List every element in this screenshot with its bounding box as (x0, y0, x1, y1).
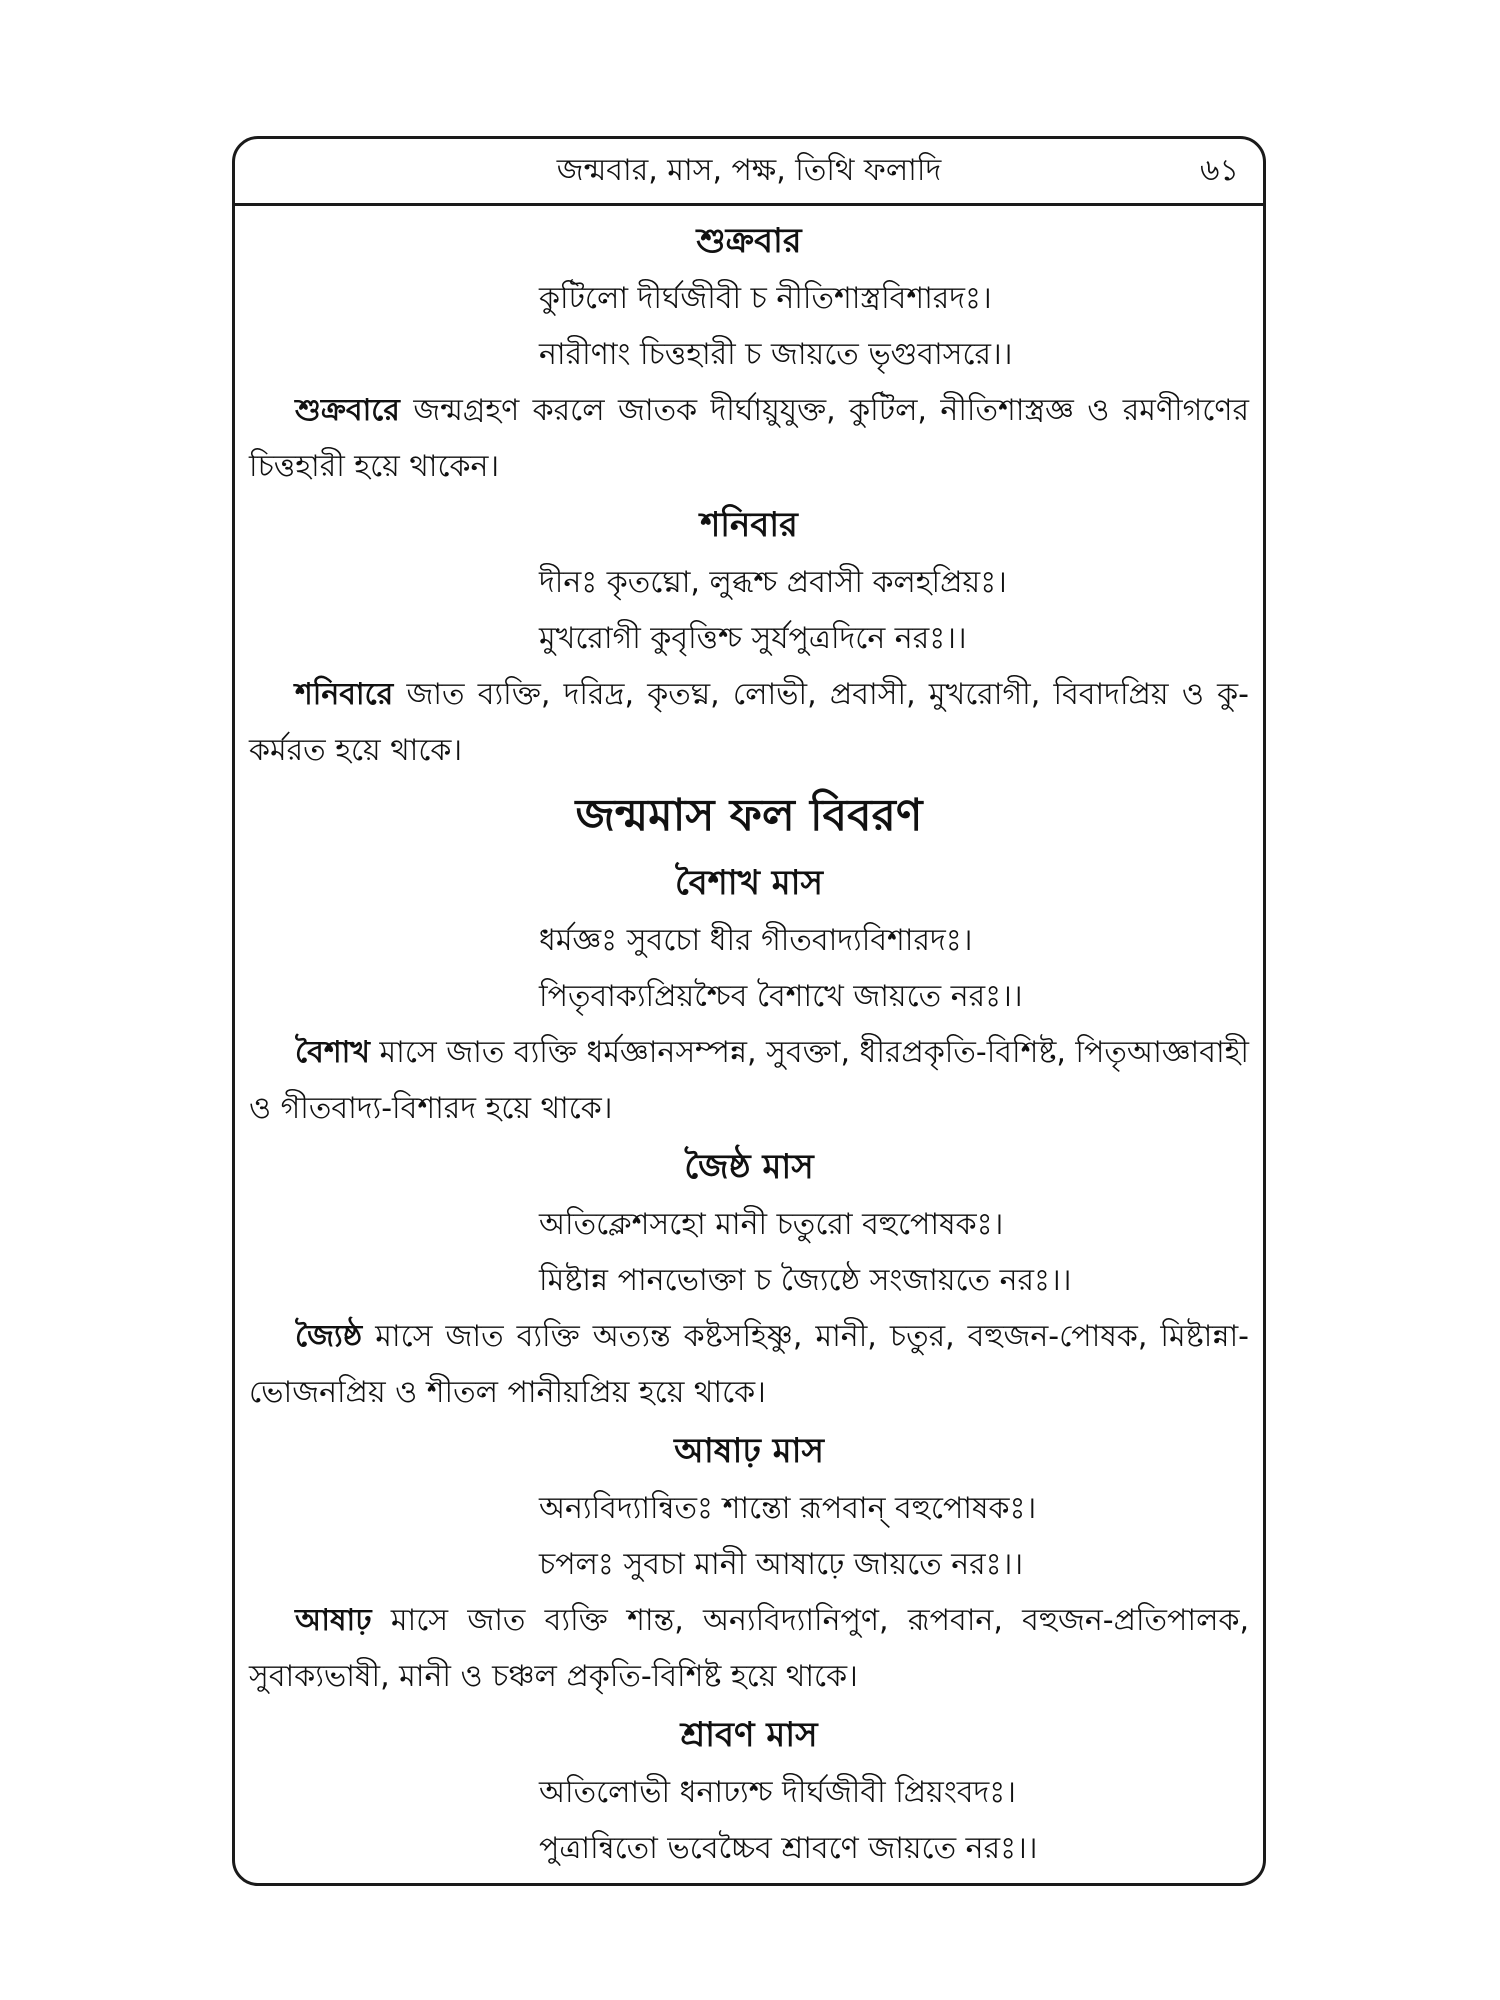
month-heading-asharh: আষাঢ় মাস (674, 1431, 824, 1471)
verse-line: পিতৃবাক্যপ্রিয়শ্চৈব বৈশাখে জায়তে নরঃ।। (539, 979, 1023, 1014)
running-header (235, 139, 1263, 206)
paragraph-lead: শনিবারে (295, 677, 394, 712)
verse-line: মুখরোগী কুবৃত্তিশ্চ সুর্যপুত্রদিনে নরঃ।। (539, 621, 967, 656)
page-number: ৬১ (1200, 153, 1239, 188)
chapter-heading: জন্মমাস ফল বিবরণ (575, 790, 923, 841)
verse-line: নারীণাং চিত্তহারী চ জায়তে ভৃগুবাসরে।। (539, 337, 1013, 372)
paragraph-lead: বৈশাখ (295, 1035, 370, 1070)
page-frame (232, 136, 1266, 1886)
paragraph-lead: জ্যৈষ্ঠ (295, 1319, 363, 1354)
paragraph-text: জন্মগ্রহণ করলে জাতক দীর্ঘায়ুযুক্ত, কুটিল, নীতিশাস্ত্রজ্ঞ ও রমণীগণের চিত্তহারী হয়ে থাকেন। (249, 393, 1249, 484)
paragraph-text: জাত ব্যক্তি, দরিদ্র, কৃতঘ্ন, লোভী, প্রবাসী, মুখরোগী, বিবাদপ্রিয় ও কু-কর্মরত হয়ে থাকে। (249, 677, 1249, 768)
paragraph-text: মাসে জাত ব্যক্তি শান্ত, অন্যবিদ্যানিপুণ, রূপবান, বহুজন-প্রতিপালক, সুবাক্যভাষী, মানী ও চঞ্চল প্রকৃতি-বিশিষ্ট হয়ে থাকে। (249, 1603, 1249, 1694)
verse-line: মিষ্টান্ন পানভোক্তা চ জ্যৈষ্ঠে সংজায়তে নরঃ।। (539, 1263, 1072, 1298)
month-heading-shraban: শ্রাবণ মাস (680, 1715, 818, 1755)
paragraph-lead: শুক্রবারে (295, 393, 400, 428)
paragraph (249, 1593, 1249, 1705)
paragraph-text: মাসে জাত ব্যক্তি ধর্মজ্ঞানসম্পন্ন, সুবক্তা, ধীরপ্রকৃতি-বিশিষ্ট, পিতৃআজ্ঞাবাহী ও গীতবাদ্য-বিশারদ হয়ে থাকে। (249, 1035, 1249, 1126)
verse-line: অতিক্লেশসহো মানী চতুরো বহুপোষকঃ। (539, 1207, 1004, 1242)
verse-line: দীনঃ কৃতঘ্নো, লুব্ধশ্চ প্রবাসী কলহপ্রিয়ঃ। (539, 565, 1007, 600)
verse-line: চপলঃ সুবচা মানী আষাঢ়ে জায়তে নরঃ।। (539, 1547, 1024, 1582)
page-content (249, 211, 1249, 1877)
month-heading-baishakh: বৈশাখ মাস (674, 863, 823, 903)
paragraph-text: মাসে জাত ব্যক্তি অত্যন্ত কষ্টসহিষ্ণু, মানী, চতুর, বহুজন-পোষক, মিষ্টান্না-ভোজনপ্রিয় ও শীতল পানীয়প্রিয় হয়ে থাকে। (249, 1319, 1249, 1410)
month-heading-jyaishtha: জৈষ্ঠ মাস (684, 1147, 814, 1187)
verse-line: অন্যবিদ্যান্বিতঃ শান্তো রূপবান্ বহুপোষকঃ। (539, 1491, 1037, 1526)
section-heading-saturday: শনিবার (700, 505, 798, 545)
header-title: জন্মবার, মাস, পক্ষ, তিথি ফলাদি (556, 153, 942, 188)
section-heading-friday: শুক্রবার (696, 221, 802, 261)
verse-line: ধর্মজ্ঞঃ সুবচো ধীর গীতবাদ্যবিশারদঃ। (539, 923, 973, 958)
verse-line: কুটিলো দীর্ঘজীবী চ নীতিশাস্ত্রবিশারদঃ। (539, 281, 992, 316)
paragraph (249, 1309, 1249, 1421)
verse-line: পুত্রান্বিতো ভবেচ্চৈব শ্রাবণে জায়তে নরঃ।। (539, 1831, 1038, 1866)
paragraph-lead: আষাঢ় (295, 1603, 372, 1638)
paragraph (249, 1025, 1249, 1137)
paragraph (249, 667, 1249, 779)
paragraph (249, 383, 1249, 495)
verse-line: অতিলোভী ধনাঢ্যশ্চ দীর্ঘজীবী প্রিয়ংবদঃ। (539, 1775, 1016, 1810)
